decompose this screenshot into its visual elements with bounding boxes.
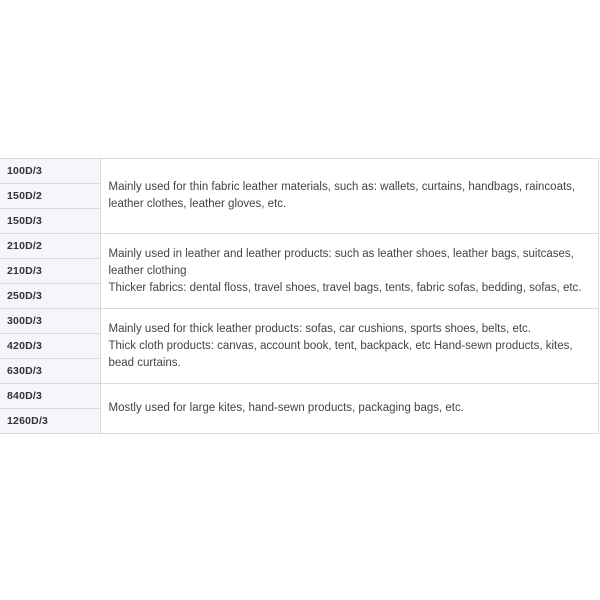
spec-cell: 630D/3 [0,359,100,384]
spec-cell: 420D/3 [0,334,100,359]
spec-cell: 300D/3 [0,309,100,334]
spec-cell: 100D/3 [0,159,100,184]
table-row [0,234,599,259]
table-row [0,384,599,409]
spec-cell: 250D/3 [0,284,100,309]
spec-cell: 150D/3 [0,209,100,234]
thread-usage-table [0,158,599,434]
usage-line: Thick cloth products: canvas, account book, tent, backpack, etc Hand-sewn products, kites, bead curtains. [108,339,573,369]
spec-cell: 1260D/3 [0,409,100,434]
usage-line: Mainly used in leather and leather products: such as leather shoes, leather bags, suitcases, leather clothing [108,247,574,277]
usage-description [100,384,599,434]
usage-line: Mainly used for thick leather products: sofas, car cushions, sports shoes, belts, etc. [108,322,532,335]
spec-cell: 210D/2 [0,234,100,259]
usage-description [100,309,599,384]
usage-description [100,159,599,234]
usage-line: Mostly used for large kites, hand-sewn products, packaging bags, etc. [108,402,464,414]
table-row [0,159,599,184]
table-row [0,309,599,334]
spec-cell: 210D/3 [0,259,100,284]
usage-description [100,234,599,309]
usage-line: Thicker fabrics: dental floss, travel shoes, travel bags, tents, fabric sofas, bedding, sofas, etc. [108,281,582,294]
spec-cell: 840D/3 [0,384,100,409]
usage-line: Mainly used for thin fabric leather materials, such as: wallets, curtains, handbags, raincoats, leather clothes, leather gloves, etc. [108,181,576,210]
spec-cell: 150D/2 [0,184,100,209]
